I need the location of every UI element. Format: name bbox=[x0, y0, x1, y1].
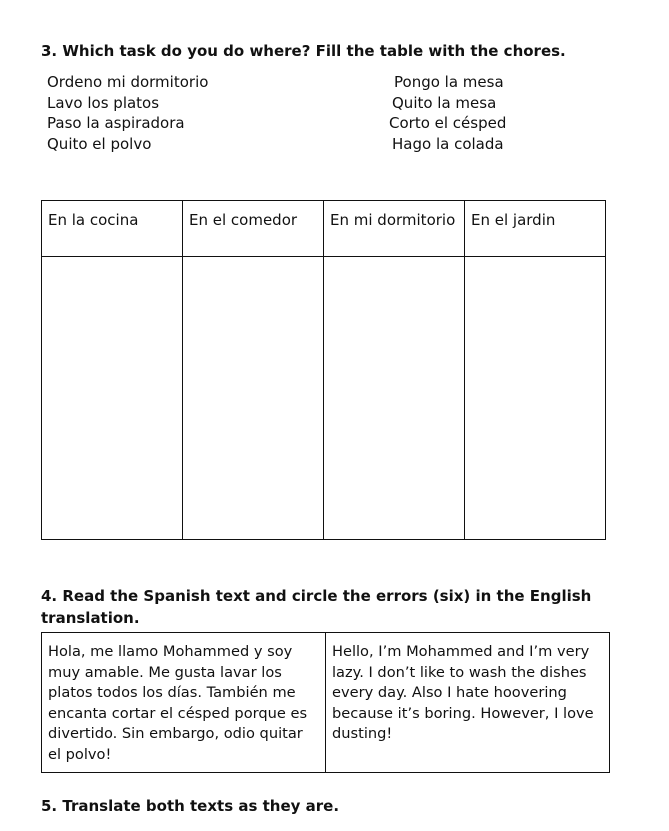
translation-table bbox=[41, 632, 610, 773]
chore-item: Pongo la mesa bbox=[394, 73, 504, 91]
header-cell-garden: En el jardin bbox=[465, 201, 606, 257]
chore-item: Lavo los platos bbox=[47, 93, 160, 112]
header-cell-bedroom: En mi dormitorio bbox=[324, 201, 465, 257]
chore-item: Corto el césped bbox=[389, 114, 507, 133]
chores-table-answer-row bbox=[42, 257, 606, 540]
chore-item: Paso la aspiradora bbox=[47, 114, 185, 133]
spanish-text-cell: Hola, me llamo Mohammed y soy muy amable. Me gusta lavar los platos todos los días. También me encanta cortar el césped porque es divertido. Sin embargo, odio quitar el polvo! bbox=[42, 633, 326, 773]
answer-cell-garden[interactable] bbox=[465, 257, 606, 540]
answer-cell-dining-room[interactable] bbox=[183, 257, 324, 540]
chore-item: Hago la colada bbox=[392, 135, 504, 154]
answer-cell-kitchen[interactable] bbox=[42, 257, 183, 540]
chores-list-left bbox=[47, 72, 208, 155]
translation-row bbox=[42, 633, 610, 773]
section-5-heading: 5. Translate both texts as they are. bbox=[41, 797, 340, 815]
chore-item: Ordeno mi dormitorio bbox=[47, 73, 209, 91]
section-4-heading: 4. Read the Spanish text and circle the errors (six) in the English translation. bbox=[41, 587, 592, 627]
chore-item: Quito el polvo bbox=[47, 135, 152, 154]
answer-cell-bedroom[interactable] bbox=[324, 257, 465, 540]
english-text-cell: Hello, I’m Mohammed and I’m very lazy. I don’t like to wash the dishes every day. Also I hate hoovering because it’s boring. However, I love dusting! bbox=[326, 633, 610, 773]
header-cell-dining-room: En el comedor bbox=[183, 201, 324, 257]
header-cell-kitchen: En la cocina bbox=[42, 201, 183, 257]
chores-table bbox=[41, 200, 606, 540]
chores-table-header-row bbox=[42, 201, 606, 257]
chore-item: Quito la mesa bbox=[392, 93, 497, 112]
section-3-heading: 3. Which task do you do where? Fill the table with the chores. bbox=[41, 42, 566, 60]
chores-list-right bbox=[389, 72, 506, 155]
